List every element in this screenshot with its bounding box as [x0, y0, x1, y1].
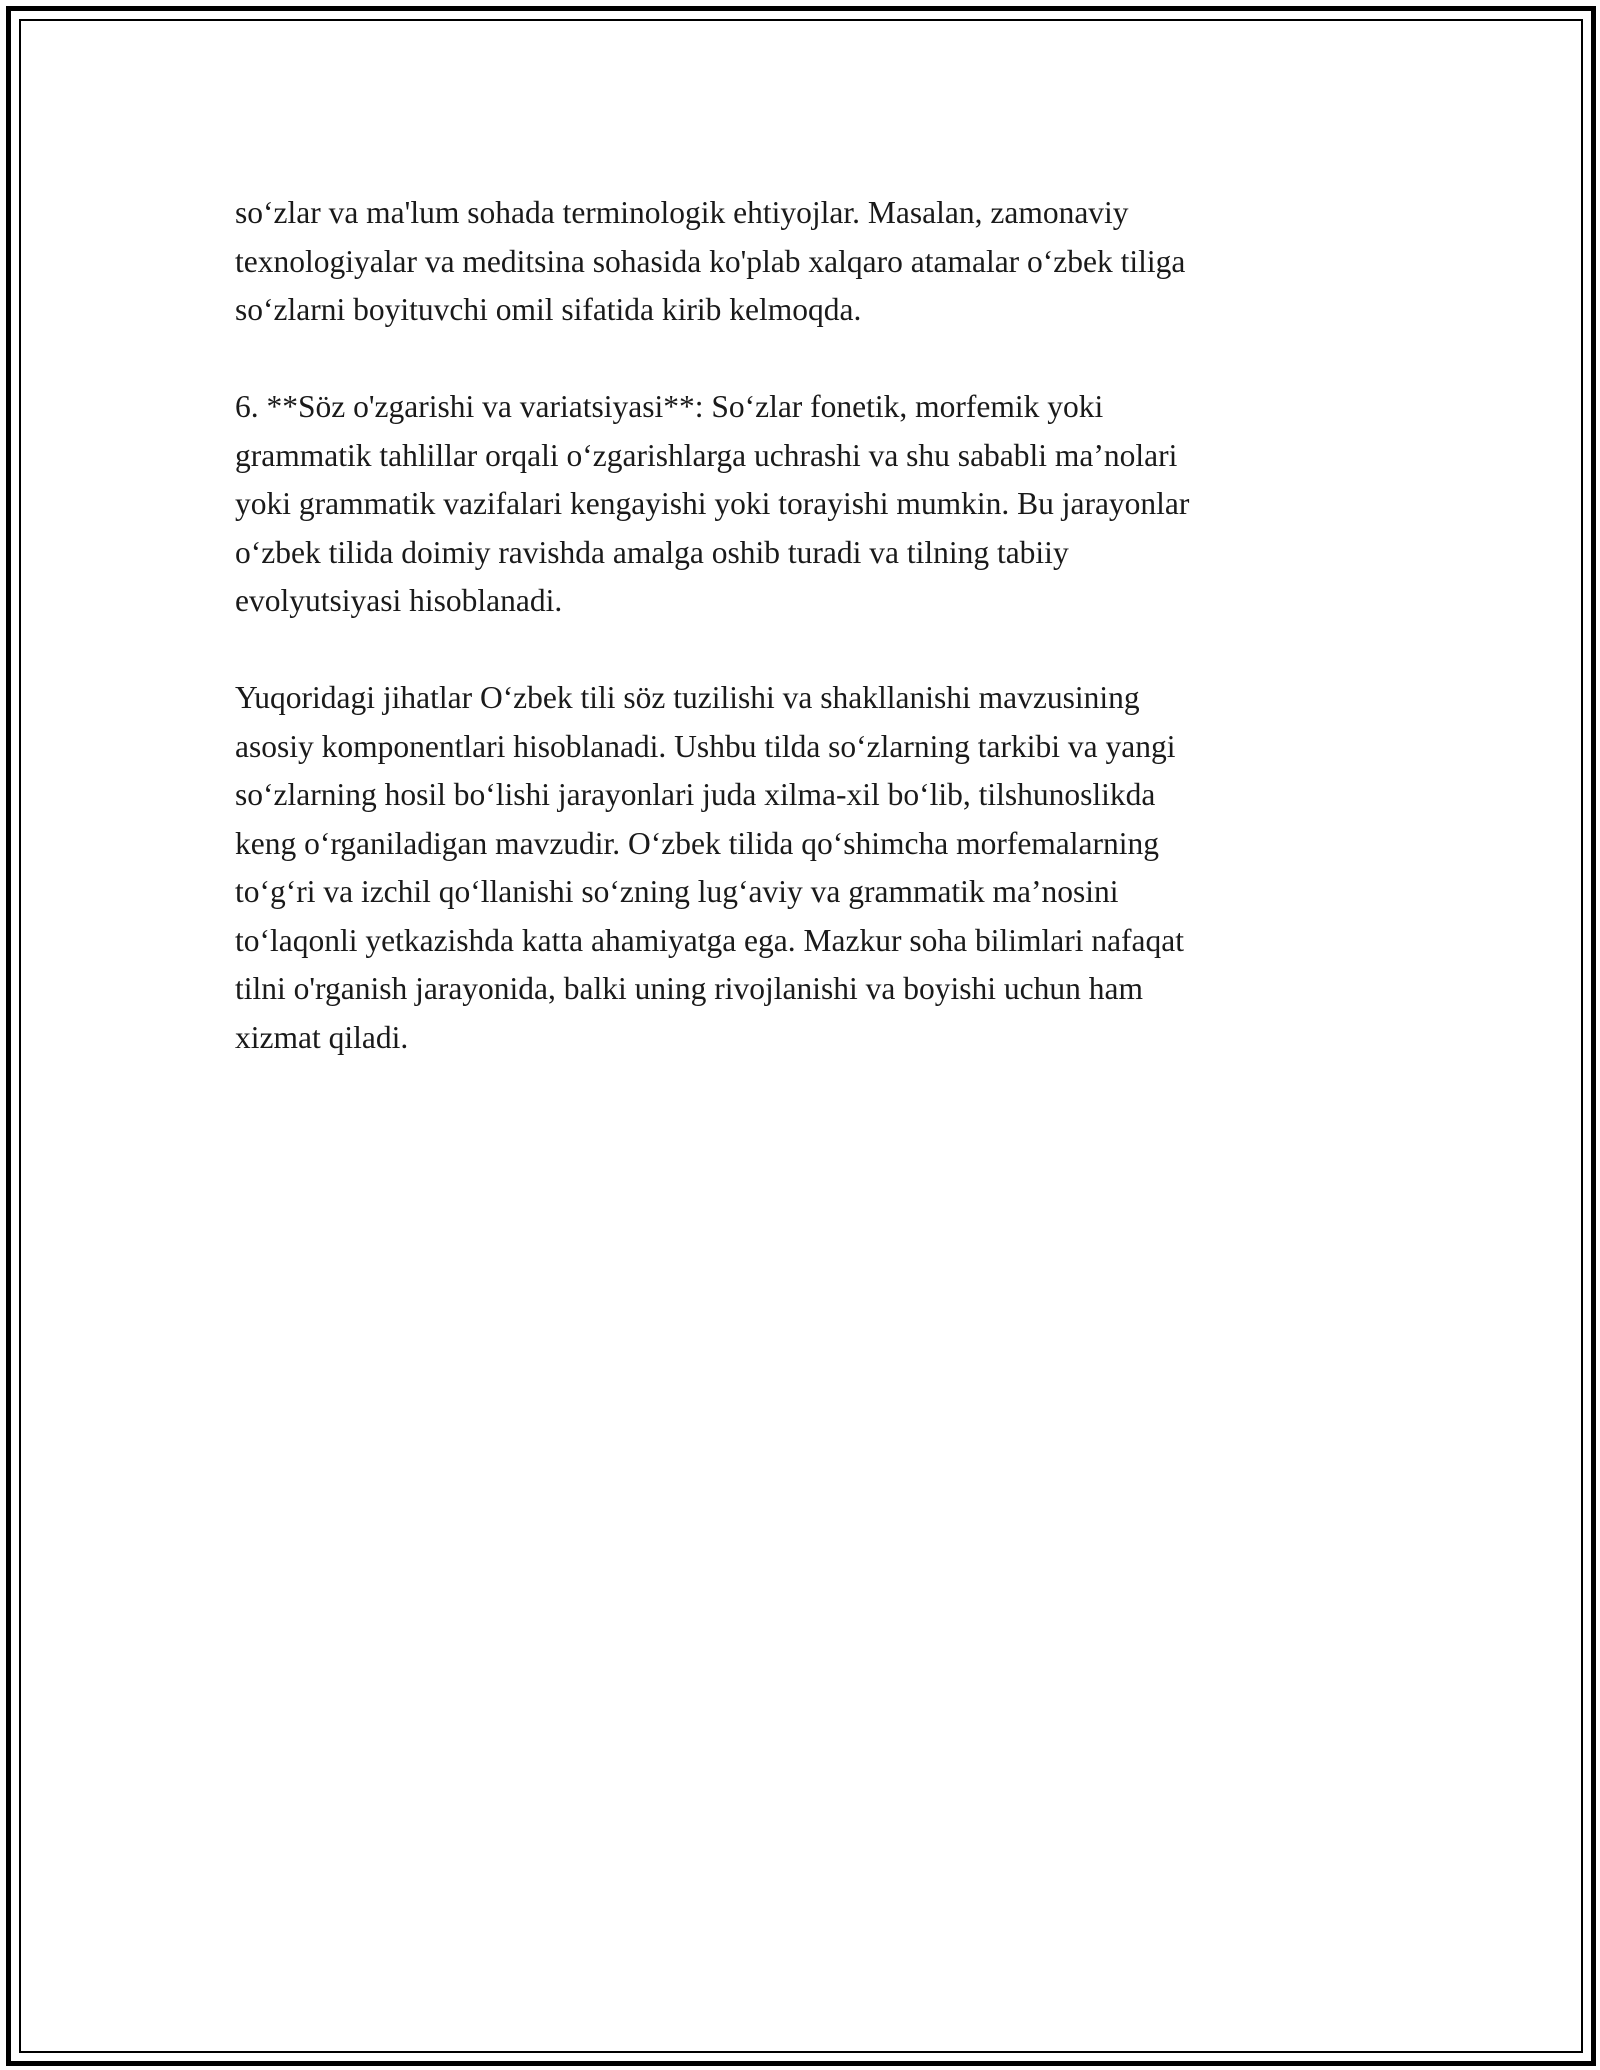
document-body: [235, 189, 1370, 1111]
paragraph-item-6: 6. **Söz o'zgarishi va variatsiyasi**: So‘zlar fonetik, morfemik yoki grammatik tahlillar orqali o‘zgarishlarga uchrashi va shu sababli ma’nolari yoki grammatik vazifalari kengayishi yoki torayishi mumkin. Bu jarayonlar o‘zbek tilida doimiy ravishda amalga oshib turadi va tilning tabiiy evolyutsiyasi hisoblanadi.: [235, 389, 1190, 618]
paragraph-continuation: so‘zlar va ma'lum sohada terminologik ehtiyojlar. Masalan, zamonaviy texnologiyalar va meditsina sohasida ko'plab xalqaro atamalar o‘zbek tiliga so‘zlarni boyituvchi omil sifatida kirib kelmoqda.: [235, 195, 1186, 327]
paragraph-conclusion: Yuqoridagi jihatlar O‘zbek tili söz tuzilishi va shakllanishi mavzusining asosiy komponentlari hisoblanadi. Ushbu tilda so‘zlarning tarkibi va yangi so‘zlarning hosil bo‘lishi jarayonlari juda xilma-xil bo‘lib, tilshunoslikda keng o‘rganiladigan mavzudir. O‘zbek tilida qo‘shimcha morfemalarning to‘g‘ri va izchil qo‘llanishi so‘zning lug‘aviy va grammatik ma’nosini to‘laqonli yetkazishda katta ahamiyatga ega. Mazkur soha bilimlari nafaqat tilni o'rganish jarayonida, balki uning rivojlanishi va boyishi uchun ham xizmat qiladi.: [235, 680, 1185, 1055]
